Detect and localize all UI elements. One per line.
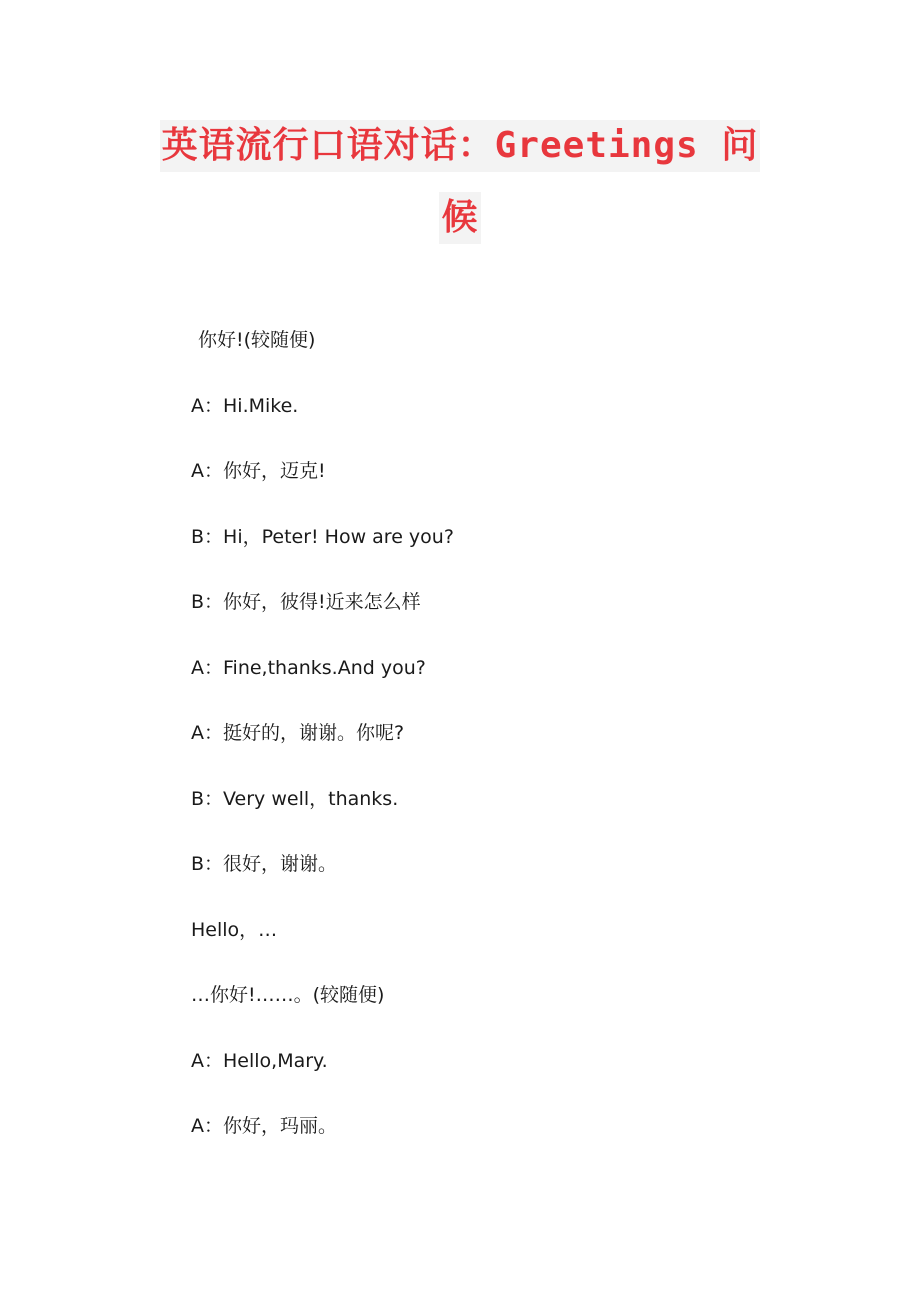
paragraph-hello-translation: …你好!……。(较随便) — [191, 984, 385, 1006]
paragraph-b-chinese-1: B：你好，彼得!近来怎么样 — [191, 591, 421, 613]
title-block — [0, 120, 920, 244]
paragraph-hello-heading: Hello，… — [191, 918, 278, 941]
document-body — [191, 320, 851, 1172]
paragraph-a-chinese-1: A：你好，迈克! — [191, 460, 326, 482]
paragraph-b-english-2: B：Very well，thanks. — [191, 787, 399, 810]
paragraph-a-english-2: A：Fine,thanks.And you? — [191, 656, 426, 679]
paragraph-a-english-3: A：Hello,Mary. — [191, 1049, 328, 1072]
paragraph-intro: 你好!(较随便) — [198, 329, 316, 351]
paragraph-b-chinese-2: B：很好，谢谢。 — [191, 853, 338, 875]
paragraph-b-english-1: B：Hi，Peter! How are you? — [191, 525, 454, 548]
paragraph-a-chinese-2: A：挺好的，谢谢。你呢? — [191, 722, 405, 744]
document-title-line-1: 英语流行口语对话：Greetings 问 — [160, 120, 761, 172]
document-title-line-2: 候 — [439, 192, 480, 244]
paragraph-a-chinese-3: A：你好，玛丽。 — [191, 1115, 337, 1137]
paragraph-a-english-1: A：Hi.Mike. — [191, 394, 299, 417]
